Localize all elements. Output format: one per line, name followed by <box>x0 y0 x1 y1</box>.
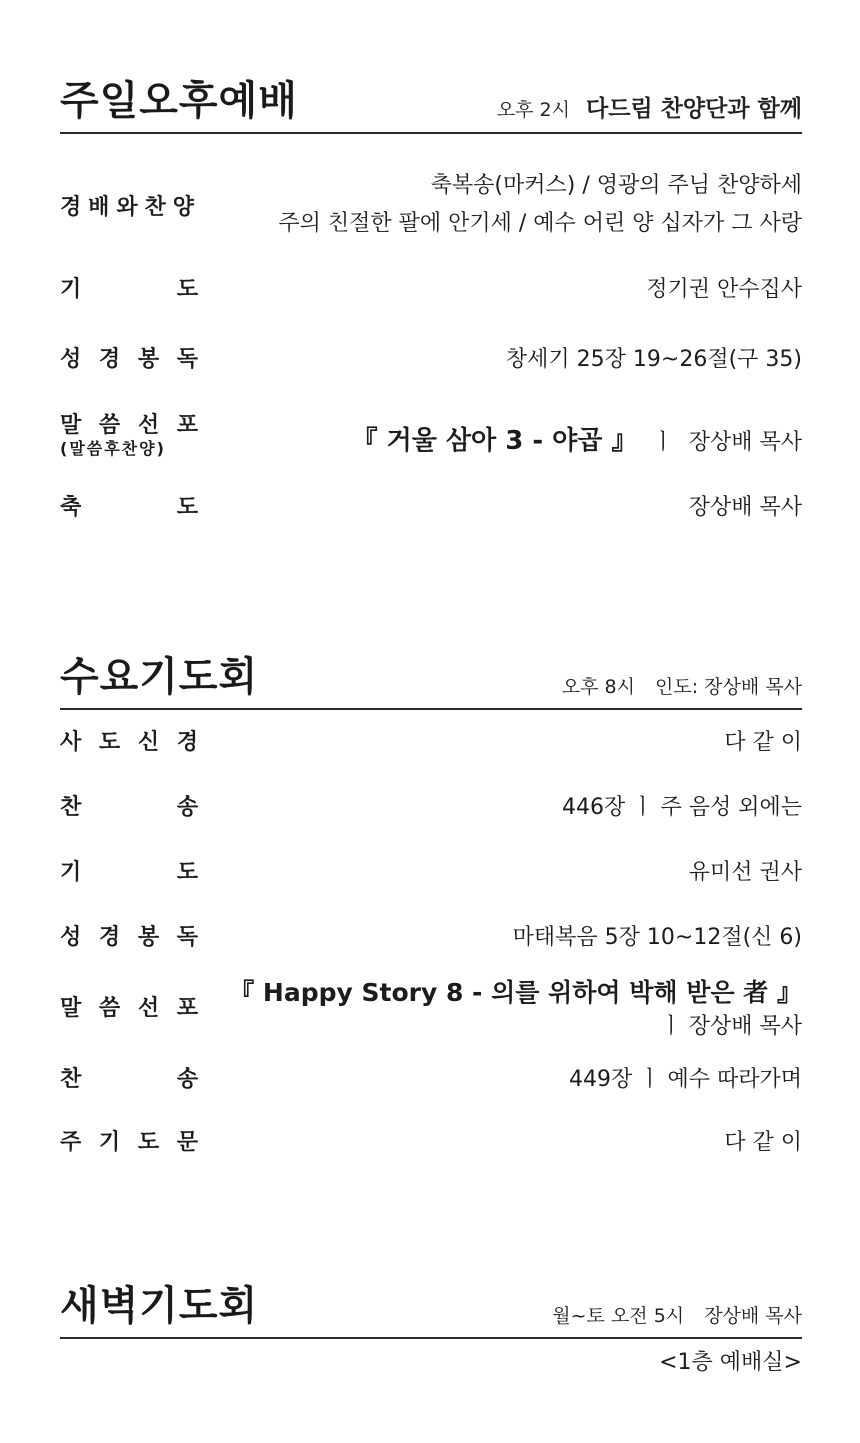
wednesday-prayer-meta <box>562 672 802 699</box>
wednesday-prayer-time: 오후 8시 <box>561 676 635 698</box>
lordsprayer-value: 다 같 이 <box>724 1130 802 1155</box>
dawn-prayer-title: 새벽기도회 <box>60 1283 259 1329</box>
row-label: 찬 송 <box>60 1067 198 1092</box>
scripture-reading: 창세기 25장 19~26절(구 35) <box>505 347 802 372</box>
row-sublabel: (말씀후찬양) <box>60 439 166 458</box>
wednesday-prayer-title: 수요기도회 <box>60 654 259 700</box>
sunday-service-title: 주일오후예배 <box>60 78 298 124</box>
hymn-value: 446장 ㅣ 주 음성 외에는 <box>562 795 802 820</box>
sunday-service-section <box>60 80 802 134</box>
dawn-prayer-meta <box>552 1301 802 1328</box>
wednesday-prayer-section <box>60 656 802 710</box>
sermon-title: 『 Happy Story 8 - 의를 위하여 박해 받은 者 』 <box>229 978 802 1007</box>
dawn-prayer-header <box>60 1285 802 1339</box>
row-label: 찬 송 <box>60 795 198 820</box>
dawn-prayer-note: 장상배 목사 <box>704 1305 802 1327</box>
dawn-prayer-time: 월~토 오전 5시 <box>552 1305 685 1327</box>
sermon-title: 『 거울 삼아 3 - 야곱 』 <box>351 426 638 456</box>
sermon-speaker: ㅣ 장상배 목사 <box>660 1014 802 1039</box>
sunday-service-time: 오후 2시 <box>496 99 570 121</box>
row-label: 기 도 <box>60 277 198 302</box>
row-label: 축 도 <box>60 495 198 520</box>
praise-songs-line2: 주의 친절한 팔에 안기세 / 예수 어린 양 십자가 그 사랑 <box>278 211 802 236</box>
row-label: 성 경 봉 독 <box>60 925 198 950</box>
benediction-pastor: 장상배 목사 <box>688 495 802 520</box>
row-label: 경 배 와 찬 양 <box>60 195 194 220</box>
hymn-value: 449장 ㅣ 예수 따라가며 <box>569 1067 802 1092</box>
row-label: 사 도 신 경 <box>60 730 198 755</box>
sunday-service-note: 다드림 찬양단과 함께 <box>586 96 802 122</box>
praise-songs-line1: 축복송(마커스) / 영광의 주님 찬양하세 <box>430 173 802 198</box>
sunday-service-meta <box>497 90 802 123</box>
sermon-speaker: 장상배 목사 <box>688 430 802 455</box>
creed-value: 다 같 이 <box>724 730 802 755</box>
row-label: 말 씀 선 포 <box>60 996 198 1021</box>
separator: ㅣ <box>652 430 674 455</box>
row-label: 말 씀 선 포 <box>60 413 198 438</box>
dawn-prayer-section <box>60 1283 802 1375</box>
prayer-leader: 정기권 안수집사 <box>646 277 802 302</box>
sunday-service-header <box>60 80 802 134</box>
scripture-reading: 마태복음 5장 10~12절(신 6) <box>512 925 802 950</box>
prayer-leader: 유미선 권사 <box>688 860 802 885</box>
wednesday-prayer-header <box>60 656 802 710</box>
dawn-prayer-place: <1층 예배실> <box>659 1350 802 1375</box>
row-label: 성 경 봉 독 <box>60 347 198 372</box>
row-label: 주 기 도 문 <box>60 1130 198 1155</box>
wednesday-prayer-note: 인도: 장상배 목사 <box>655 676 802 698</box>
row-label: 기 도 <box>60 860 198 885</box>
sermon-line <box>352 420 802 457</box>
